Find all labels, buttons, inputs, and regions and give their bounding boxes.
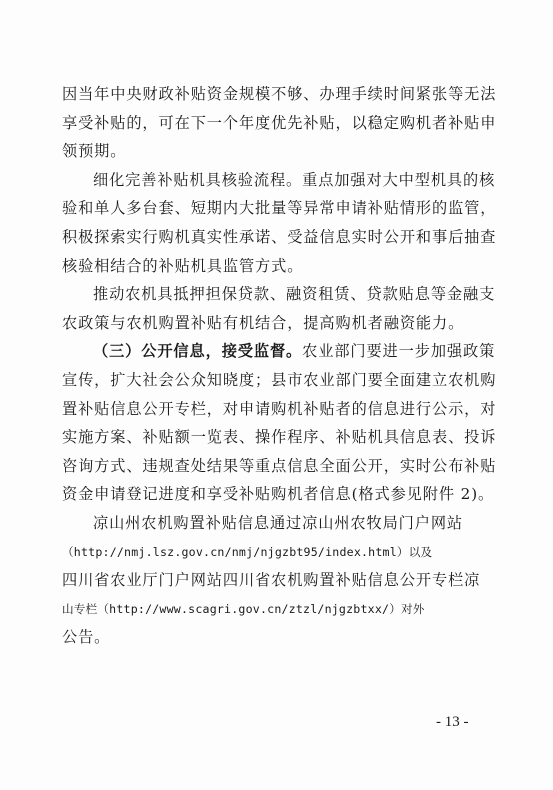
text-span: 农业部门要进一步加强政策: [302, 342, 496, 361]
paragraph-publication-channels: [62, 509, 494, 652]
document-body: [62, 80, 497, 652]
paragraph-subsidy-priority: [62, 80, 497, 166]
text-line: 推动农机具抵押担保贷款、融资租赁、贷款贴息等金融支: [93, 285, 496, 304]
text-line: 实施方案、补贴额一览表、操作程序、补贴机具信息表、投诉: [62, 428, 497, 447]
text-line: 置补贴信息公开专栏，对申请购机补贴者的信息进行公示，对: [62, 399, 497, 418]
text-line: 农政策与农机购置补贴有机结合，提高购机者融资能力。: [62, 313, 465, 332]
text-line: 资金申请登记进度和享受补贴购机者信息(格式参见附件 2)。: [62, 485, 495, 504]
text-line: 核验相结合的补贴机具监管方式。: [62, 256, 304, 275]
paragraph-verification-process: [62, 166, 497, 280]
text-line: 因当年中央财政补贴资金规模不够、办理手续时间紧张等无法: [62, 85, 497, 103]
text-line: 宣传，扩大社会公众知晓度；县市农业部门要全面建立农机购: [62, 370, 497, 389]
paragraph-public-information: [62, 337, 497, 509]
paragraph-financial-support: [62, 280, 494, 337]
text-line: [62, 337, 494, 366]
text-line: 积极探索实行购机真实性承诺、受益信息实时公开和事后抽查: [62, 227, 497, 246]
text-line: 享受补贴的，可在下一个年度优先补贴，以稳定购机者补贴申: [62, 113, 497, 132]
text-line: 公告。: [62, 628, 111, 647]
url-line: 山专栏（http://www.scagri.gov.cn/ztzl/njgzbtxx/）对外: [62, 601, 425, 616]
text-line: 四川省农业厅门户网站四川省农机购置补贴信息公开专栏凉: [62, 571, 481, 590]
text-line: 凉山州农机购置补贴信息通过凉山州农牧局门户网站: [93, 513, 464, 532]
text-line: 领预期。: [62, 142, 127, 161]
url-line: （http://nmj.lsz.gov.cn/nmj/njgzbt95/index.html）以及: [62, 544, 433, 559]
text-line: 咨询方式、违规查处结果等重点信息全面公开，实时公布补贴: [62, 456, 497, 475]
page-number: - 13 -: [436, 714, 469, 730]
text-line: 验和单人多台套、短期内大批量等异常申请补贴情形的监管，: [62, 199, 497, 218]
text-line: 细化完善补贴机具核验流程。重点加强对大中型机具的核: [93, 170, 496, 189]
section-heading: （三）公开信息，接受监督。: [93, 342, 303, 361]
